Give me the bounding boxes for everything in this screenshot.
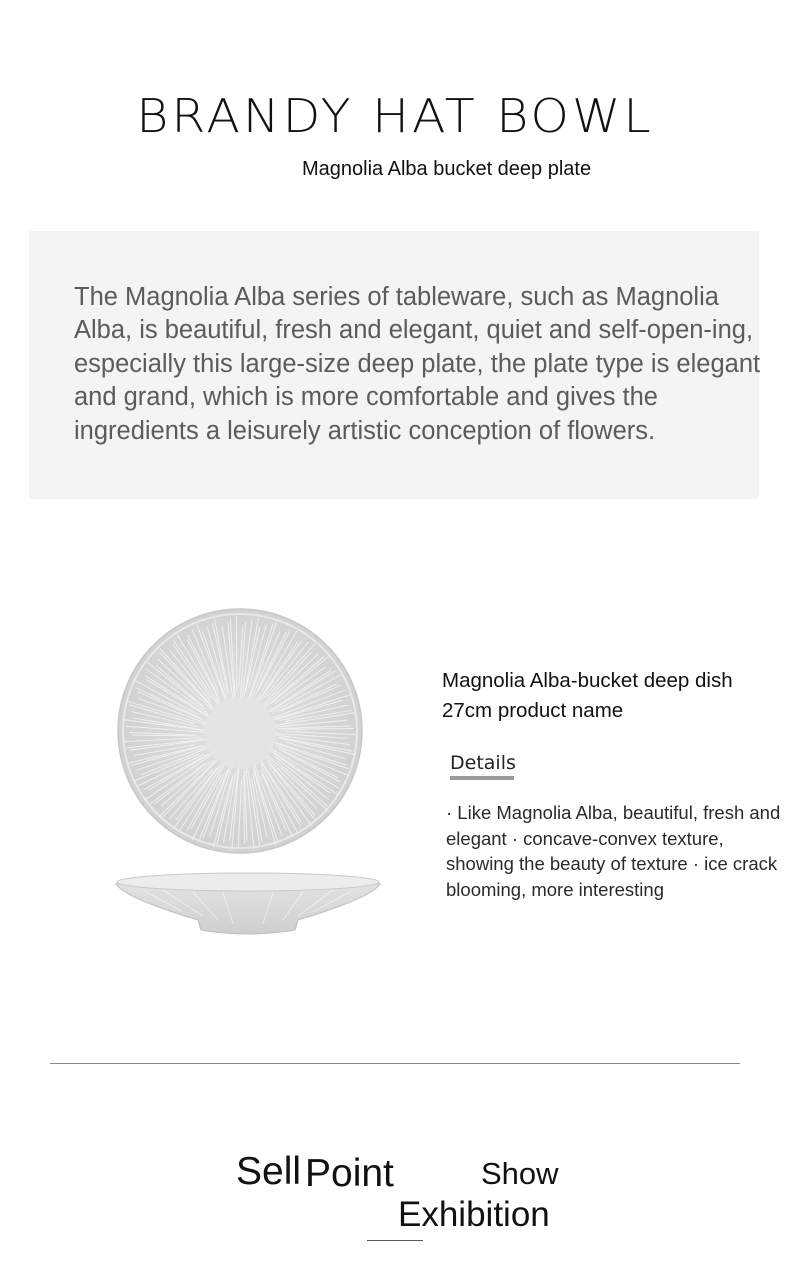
details-heading: Details bbox=[450, 752, 516, 774]
selling-point-word-exhibition: Exhibition bbox=[398, 1195, 550, 1234]
page-subtitle: Magnolia Alba bucket deep plate bbox=[302, 158, 592, 180]
details-underline bbox=[450, 776, 514, 780]
page-title: BRANDY HAT BOWL bbox=[136, 89, 654, 144]
plate-top-view-image bbox=[116, 607, 364, 855]
intro-text: The Magnolia Alba series of tableware, such as Magnolia Alba, is beautiful, fresh and elegant, quiet and self-open-ing, especially this large-size deep plate, the plate type is elegant and grand, which is more comfortable and gives the ingredients a leisurely artistic conception of flowers. bbox=[74, 283, 761, 445]
selling-point-word-show: Show bbox=[481, 1156, 559, 1191]
section-divider bbox=[50, 1063, 740, 1064]
selling-point-underline bbox=[367, 1240, 423, 1241]
product-name: Magnolia Alba-bucket deep dish 27cm product name bbox=[442, 669, 733, 722]
selling-point-word-sell: Sell bbox=[236, 1150, 302, 1193]
selling-point-word-point: Point bbox=[305, 1152, 394, 1195]
details-text: · Like Magnolia Alba, beautiful, fresh and elegant · concave-convex texture, showing the beauty of texture · ice crack blooming, more interesting bbox=[446, 802, 781, 900]
plate-side-view-image bbox=[113, 868, 383, 940]
